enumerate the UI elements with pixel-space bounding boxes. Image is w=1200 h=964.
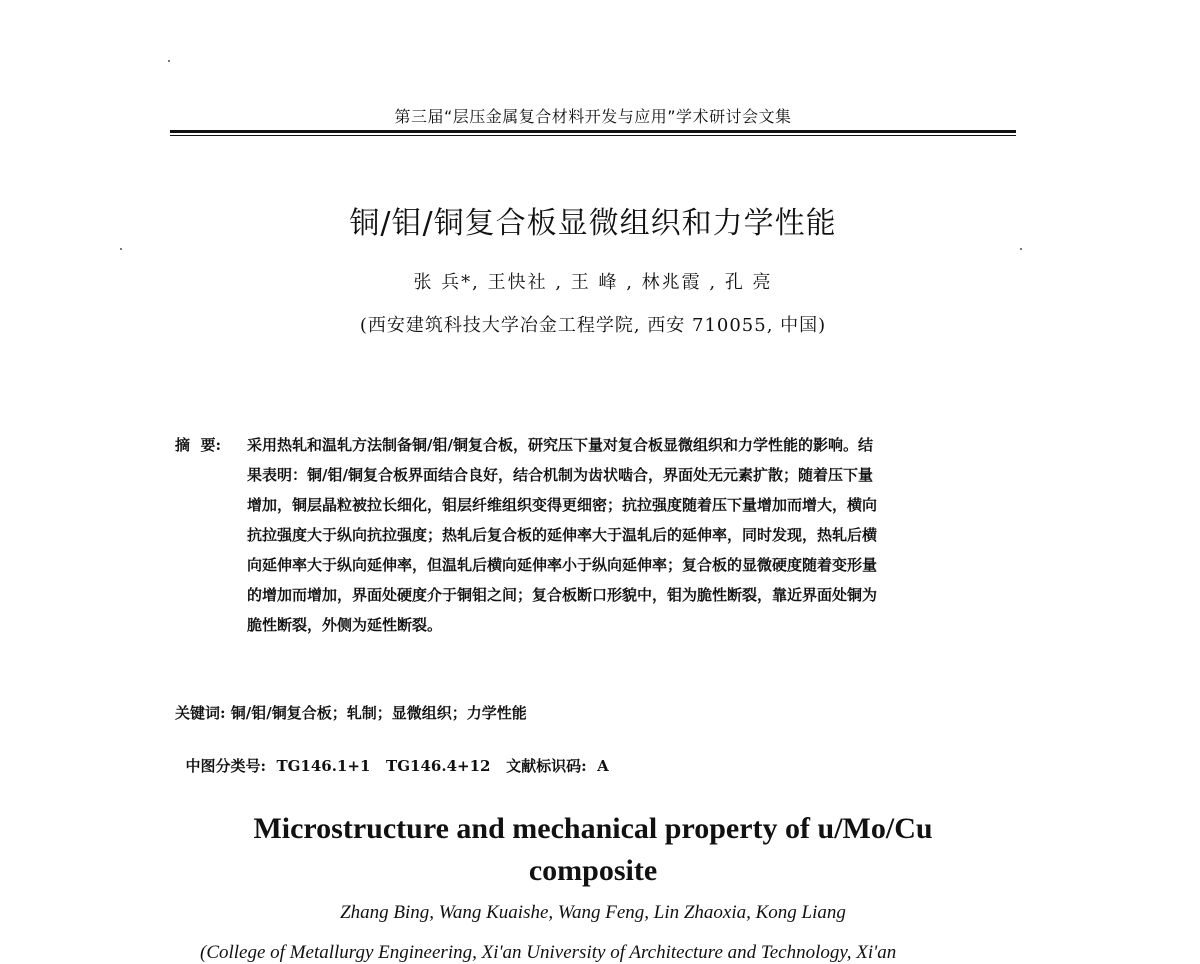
running-header: 第三届“层压金属复合材料开发与应用”学术研讨会文集: [394, 107, 792, 126]
paper-title-chinese: 铜/钼/铜复合板显微组织和力学性能: [349, 206, 837, 241]
scan-speck: [1020, 248, 1022, 250]
keywords-text: 铜/钼/铜复合板；轧制；显微组织；力学性能: [225, 704, 527, 722]
authors-english: Zhang Bing, Wang Kuaishe, Wang Feng, Lin Zhaoxia, Kong Liang: [340, 902, 846, 923]
abstract-line: 脆性断裂，外侧为延性断裂。: [247, 616, 443, 634]
scan-speck: [168, 60, 170, 62]
abstract-line: 向延伸率大于纵向延伸率，但温轧后横向延伸率小于纵向延伸率；复合板的显微硬度随着变形量: [247, 556, 878, 574]
keywords-line: [175, 702, 527, 723]
header-rule: [170, 130, 1016, 133]
abstract-line: 抗拉强度大于纵向抗拉强度；热轧后复合板的延伸率大于温轧后的延伸率，同时发现，热轧后横: [247, 526, 878, 544]
keywords-label: 关键词:: [175, 704, 226, 722]
abstract-label: 摘 要:: [175, 436, 221, 454]
classification-label: 中图分类号:: [185, 757, 266, 775]
abstract-line: 增加，铜层晶粒被拉长细化，钼层纤维组织变得更细密；抗拉强度随着压下量增加而增大，横向: [247, 496, 878, 514]
header-rule-thin: [170, 135, 1016, 136]
abstract-line: 采用热轧和温轧方法制备铜/钼/铜复合板，研究压下量对复合板显微组织和力学性能的影响。结: [247, 436, 873, 454]
scan-speck: [120, 248, 122, 250]
classification-text: TG146.1+1 TG146.4+12 文献标识码: A: [266, 757, 609, 775]
abstract-line: 的增加而增加，界面处硬度介于铜钼之间；复合板断口形貌中，钼为脆性断裂，靠近界面处铜为: [247, 586, 878, 604]
title-line-2: composite: [528, 854, 658, 887]
paper-title-english: [170, 808, 1016, 892]
classification-line: [175, 737, 609, 776]
title-line-1: Microstructure and mechanical property of u/Mo/Cu: [253, 812, 933, 845]
authors-chinese: 张 兵*, 王快社 , 王 峰 , 林兆霞 , 孔 亮: [413, 272, 773, 293]
affiliation-chinese: (西安建筑科技大学冶金工程学院, 西安 710055, 中国): [359, 315, 827, 336]
affiliation-english: (College of Metallurgy Engineering, Xi'an University of Architecture and Technology, Xi'an: [200, 942, 897, 963]
abstract-line: 果表明：铜/钼/铜复合板界面结合良好，结合机制为齿状啮合，界面处无元素扩散；随着压下量: [247, 466, 873, 484]
